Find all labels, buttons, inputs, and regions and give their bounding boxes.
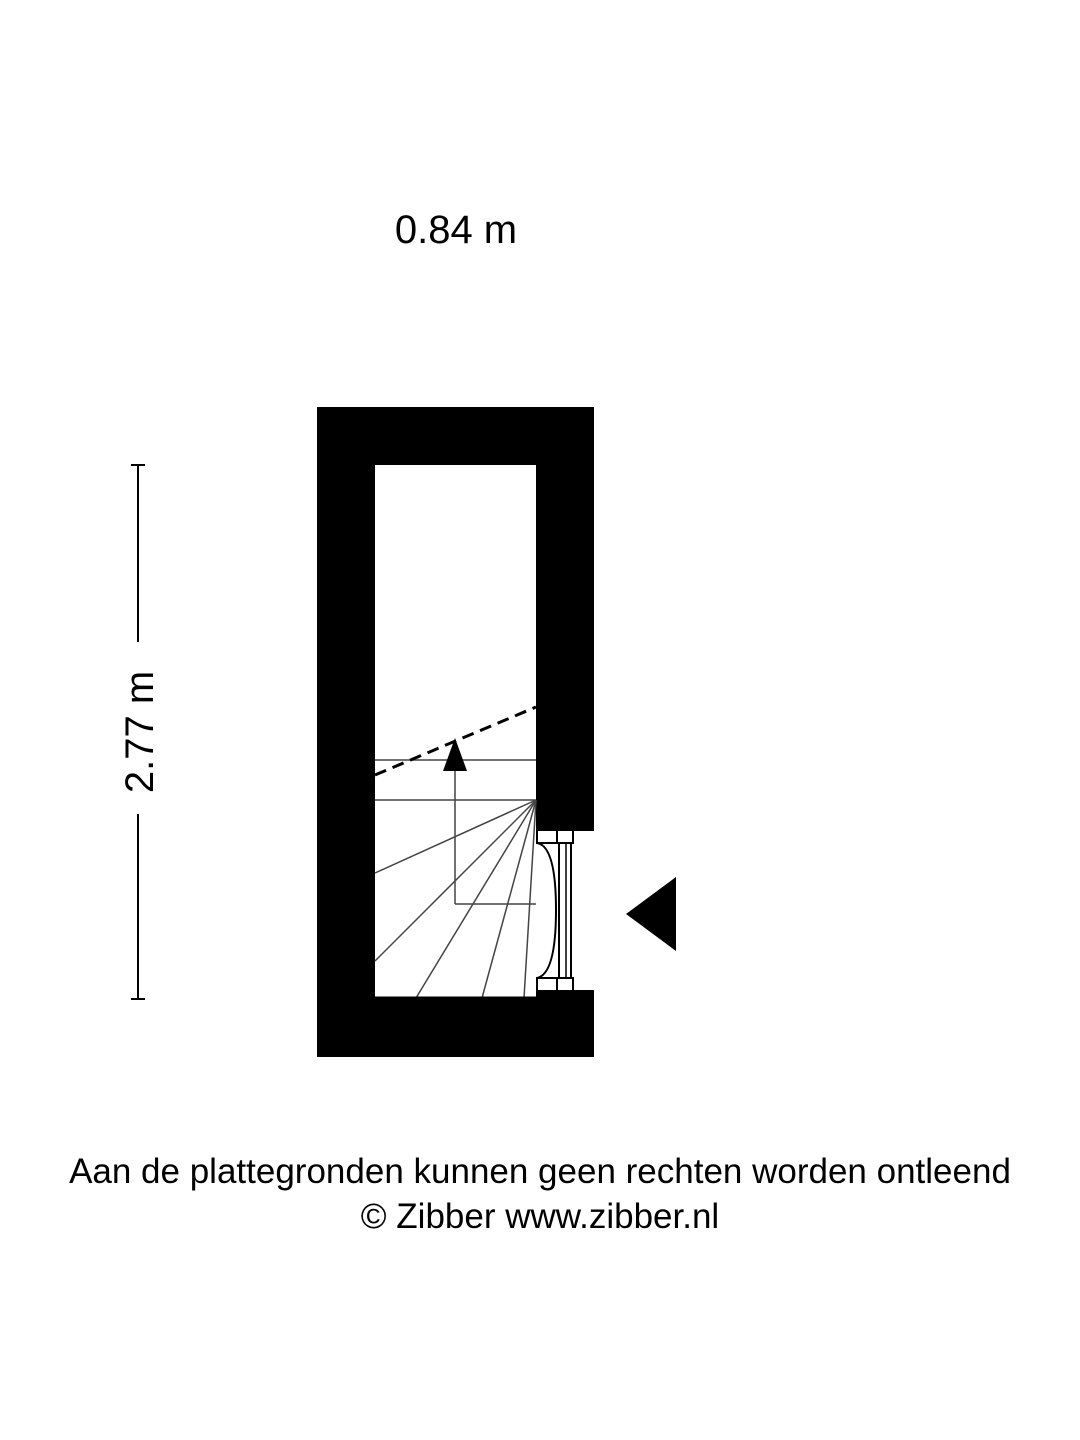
copyright-text: © Zibber www.zibber.nl bbox=[360, 1197, 720, 1236]
wall-right-upper bbox=[536, 407, 594, 830]
wall-left bbox=[317, 407, 375, 1057]
stairs-icon bbox=[375, 760, 536, 998]
door-icon bbox=[536, 830, 594, 991]
disclaimer-text: Aan de plattegronden kunnen geen rechten worden ontleend bbox=[69, 1152, 1011, 1191]
height-dimension-label: 2.77 m bbox=[118, 670, 162, 794]
entrance-triangle-icon bbox=[626, 877, 676, 951]
wall-right-lower bbox=[536, 991, 594, 1057]
stair-direction-arrow-icon bbox=[443, 738, 467, 771]
width-dimension-label: 0.84 m bbox=[394, 208, 518, 252]
